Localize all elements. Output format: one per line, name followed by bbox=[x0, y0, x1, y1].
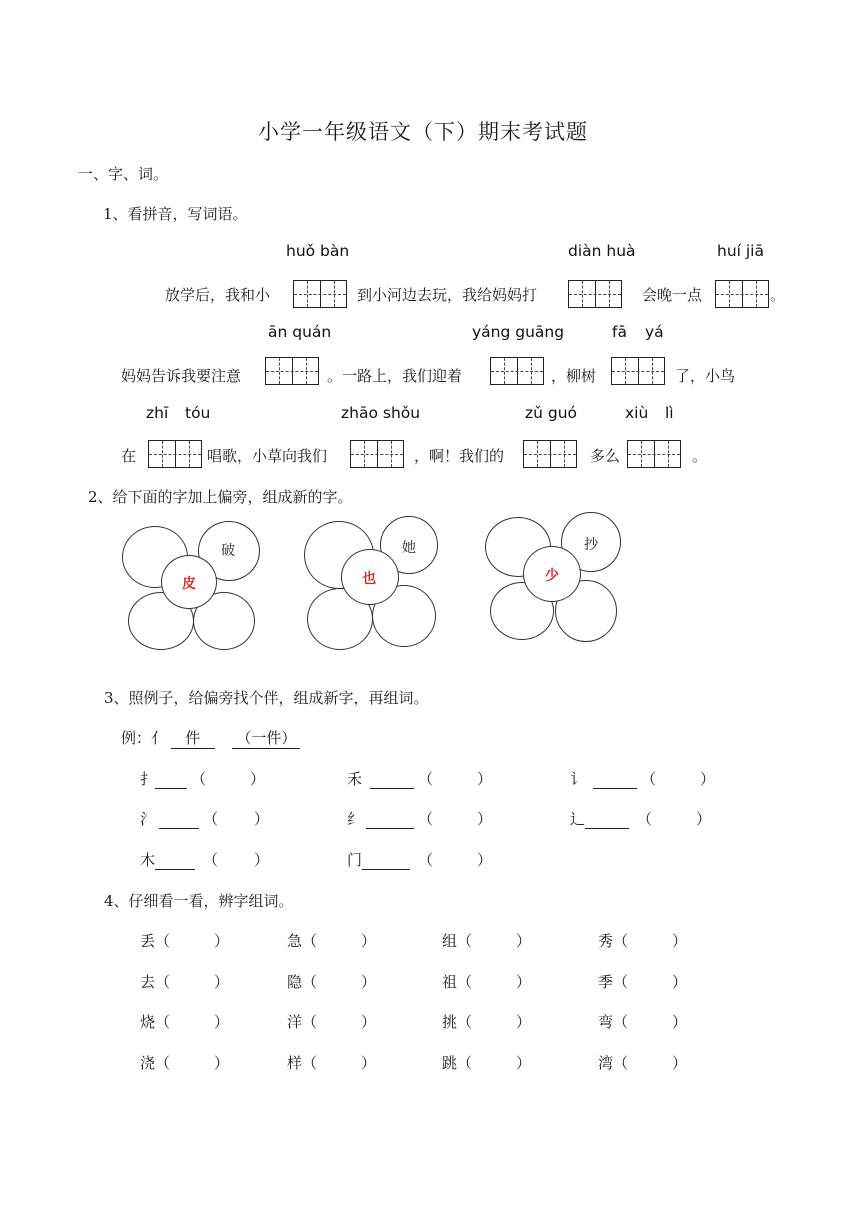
radical: 讠 bbox=[570, 770, 586, 788]
example-word: （一件） bbox=[236, 729, 297, 747]
char: 秀 bbox=[598, 932, 614, 950]
sentence-text: 了，小鸟 bbox=[675, 367, 736, 385]
paren-close: ） bbox=[361, 1013, 377, 1031]
question-4-heading: 4、仔细看一看，辨字组词。 bbox=[104, 892, 294, 910]
paren-close: ） bbox=[672, 973, 688, 991]
paren-open: （ bbox=[641, 770, 657, 788]
sentence-text: 妈妈告诉我要注意 bbox=[121, 367, 242, 385]
paren-open: （ bbox=[155, 973, 171, 991]
radical: 门 bbox=[347, 851, 363, 869]
paren-close: ） bbox=[361, 932, 377, 950]
pinyin-ya: yá bbox=[645, 323, 664, 341]
radical: 氵 bbox=[140, 810, 156, 828]
paren-open: （ bbox=[457, 1054, 473, 1072]
paren-open: （ bbox=[203, 851, 219, 869]
writing-grid[interactable] bbox=[611, 357, 665, 385]
paren-close: ） bbox=[672, 1054, 688, 1072]
sentence-text: 放学后，我和小 bbox=[165, 286, 271, 304]
paren-open: （ bbox=[457, 932, 473, 950]
char: 去 bbox=[140, 973, 156, 991]
paren-close: ） bbox=[477, 851, 493, 869]
paren-open: （ bbox=[203, 810, 219, 828]
char-blank[interactable] bbox=[366, 810, 414, 829]
paren-open: （ bbox=[418, 770, 434, 788]
pinyin-dianhua: diàn huà bbox=[568, 242, 636, 260]
sentence-text: 会晚一点 bbox=[642, 286, 703, 304]
paren-open: （ bbox=[457, 973, 473, 991]
paren-open: （ bbox=[302, 973, 318, 991]
paren-open: （ bbox=[613, 1054, 629, 1072]
writing-grid[interactable] bbox=[148, 440, 202, 468]
paren-open: （ bbox=[613, 1013, 629, 1031]
sentence-text: 在 bbox=[121, 447, 137, 465]
char-item bbox=[598, 1011, 687, 1032]
char: 丢 bbox=[140, 932, 156, 950]
paren-close: ） bbox=[516, 973, 532, 991]
char-blank[interactable] bbox=[362, 851, 410, 870]
radical-item bbox=[347, 808, 492, 829]
pinyin-yangguang: yáng guāng bbox=[472, 323, 565, 341]
example-char-blank bbox=[171, 727, 215, 749]
pinyin-huijia: huí jiā bbox=[717, 242, 764, 260]
writing-grid[interactable] bbox=[568, 280, 622, 308]
paren-close: ） bbox=[516, 1013, 532, 1031]
example-char: 件 bbox=[185, 729, 201, 747]
paren-close: ） bbox=[361, 1054, 377, 1072]
paren-open: （ bbox=[191, 770, 207, 788]
char: 弯 bbox=[598, 1013, 614, 1031]
paren-close: ） bbox=[700, 770, 716, 788]
paren-close: ） bbox=[361, 973, 377, 991]
char-item bbox=[442, 930, 531, 951]
paren-open: （ bbox=[302, 932, 318, 950]
char-item bbox=[140, 1052, 229, 1073]
sentence-text: 唱歌，小草向我们 bbox=[207, 447, 328, 465]
example-label: 例：亻 bbox=[121, 729, 167, 747]
pinyin-tou: tóu bbox=[185, 404, 211, 422]
char: 烧 bbox=[140, 1013, 156, 1031]
paren-open: （ bbox=[302, 1013, 318, 1031]
question-3-heading: 3、照例子，给偏旁找个伴，组成新字，再组词。 bbox=[104, 689, 429, 707]
sentence-text: 多么 bbox=[590, 447, 621, 465]
pinyin-anquan: ān quán bbox=[268, 323, 332, 341]
radical: 木 bbox=[140, 851, 156, 869]
center-character: 少 bbox=[545, 568, 559, 584]
paren-close: ） bbox=[672, 1013, 688, 1031]
paren-close: ） bbox=[477, 770, 493, 788]
paren-close: ） bbox=[214, 973, 230, 991]
pinyin-huoban: huǒ bàn bbox=[286, 242, 350, 260]
char: 样 bbox=[287, 1054, 303, 1072]
radical-item bbox=[347, 849, 492, 870]
char: 隐 bbox=[287, 973, 303, 991]
example-character: 破 bbox=[221, 543, 235, 559]
paren-open: （ bbox=[418, 810, 434, 828]
char: 湾 bbox=[598, 1054, 614, 1072]
sentence-text: 到小河边去玩，我给妈妈打 bbox=[357, 286, 538, 304]
question-2-heading: 2、给下面的字加上偏旁，组成新的字。 bbox=[88, 488, 353, 506]
pinyin-zhaoshou: zhāo shǒu bbox=[341, 404, 421, 422]
sentence-text: 。 bbox=[692, 447, 708, 465]
radical: 扌 bbox=[140, 770, 156, 788]
sentence-text: ，柳树 bbox=[551, 367, 597, 385]
paren-close: ） bbox=[254, 810, 270, 828]
sentence-text: 。 bbox=[770, 286, 786, 304]
writing-grid[interactable] bbox=[627, 440, 681, 468]
radical-item bbox=[140, 768, 265, 789]
paren-open: （ bbox=[155, 1013, 171, 1031]
paren-open: （ bbox=[302, 1054, 318, 1072]
char-item bbox=[442, 1011, 531, 1032]
char-item bbox=[598, 971, 687, 992]
paren-close: ） bbox=[696, 810, 712, 828]
radical-item bbox=[570, 768, 715, 789]
pinyin-zuguo: zǔ guó bbox=[525, 404, 578, 422]
paren-close: ） bbox=[477, 810, 493, 828]
paren-open: （ bbox=[155, 932, 171, 950]
paren-close: ） bbox=[214, 1054, 230, 1072]
writing-grid[interactable] bbox=[293, 280, 347, 308]
question-1-heading: 1、看拼音，写词语。 bbox=[103, 205, 248, 223]
char: 急 bbox=[287, 932, 303, 950]
char-item bbox=[598, 930, 687, 951]
writing-grid[interactable] bbox=[350, 440, 404, 468]
paren-open: （ bbox=[155, 1054, 171, 1072]
page-title: 小学一年级语文（下）期末考试题 bbox=[258, 120, 588, 144]
writing-grid[interactable] bbox=[490, 357, 544, 385]
paren-close: ） bbox=[254, 851, 270, 869]
char: 浇 bbox=[140, 1054, 156, 1072]
char-item bbox=[287, 971, 376, 992]
paren-close: ） bbox=[250, 770, 266, 788]
char: 季 bbox=[598, 973, 614, 991]
paren-open: （ bbox=[613, 973, 629, 991]
paren-close: ） bbox=[214, 932, 230, 950]
radical-item bbox=[140, 849, 269, 870]
char-blank[interactable] bbox=[370, 770, 414, 789]
writing-grid[interactable] bbox=[523, 440, 577, 468]
pinyin-xiu: xiù bbox=[625, 404, 649, 422]
example-word-blank bbox=[232, 727, 300, 749]
paren-close: ） bbox=[516, 932, 532, 950]
char-item bbox=[287, 930, 376, 951]
char-item bbox=[287, 1011, 376, 1032]
paren-close: ） bbox=[516, 1054, 532, 1072]
paren-open: （ bbox=[637, 810, 653, 828]
center-character: 也 bbox=[362, 571, 376, 587]
char-blank[interactable] bbox=[585, 810, 629, 829]
radical: 纟 bbox=[347, 810, 363, 828]
paren-open: （ bbox=[457, 1013, 473, 1031]
section-heading: 一、字、词。 bbox=[78, 165, 169, 183]
radical-item bbox=[570, 808, 711, 829]
example-character: 她 bbox=[402, 540, 416, 556]
writing-grid[interactable] bbox=[265, 357, 319, 385]
sentence-text: ，啊！我们的 bbox=[414, 447, 505, 465]
radical-item bbox=[347, 768, 492, 789]
char-item bbox=[442, 1052, 531, 1073]
char-item bbox=[287, 1052, 376, 1073]
center-character: 皮 bbox=[182, 576, 196, 592]
char-item bbox=[442, 971, 531, 992]
sentence-text: 。一路上，我们迎着 bbox=[327, 367, 463, 385]
char: 跳 bbox=[442, 1054, 458, 1072]
char: 祖 bbox=[442, 973, 458, 991]
char-blank[interactable] bbox=[159, 810, 199, 829]
char-blank[interactable] bbox=[155, 770, 187, 789]
char-blank[interactable] bbox=[155, 851, 195, 870]
char-blank[interactable] bbox=[593, 770, 637, 789]
pinyin-zhi: zhī bbox=[146, 404, 169, 422]
radical: 禾 bbox=[347, 770, 363, 788]
char-item bbox=[598, 1052, 687, 1073]
radical: 辶 bbox=[570, 810, 586, 828]
paren-open: （ bbox=[418, 851, 434, 869]
example-row bbox=[121, 727, 300, 749]
paren-open: （ bbox=[613, 932, 629, 950]
pinyin-li: lì bbox=[665, 404, 674, 422]
pinyin-fa: fā bbox=[612, 323, 627, 341]
example-character: 抄 bbox=[584, 537, 598, 553]
char-item bbox=[140, 1011, 229, 1032]
paren-close: ） bbox=[214, 1013, 230, 1031]
char: 组 bbox=[442, 932, 458, 950]
char-item bbox=[140, 971, 229, 992]
paren-close: ） bbox=[672, 932, 688, 950]
char-item bbox=[140, 930, 229, 951]
char: 洋 bbox=[287, 1013, 303, 1031]
radical-item bbox=[140, 808, 269, 829]
writing-grid[interactable] bbox=[715, 280, 769, 308]
char: 挑 bbox=[442, 1013, 458, 1031]
